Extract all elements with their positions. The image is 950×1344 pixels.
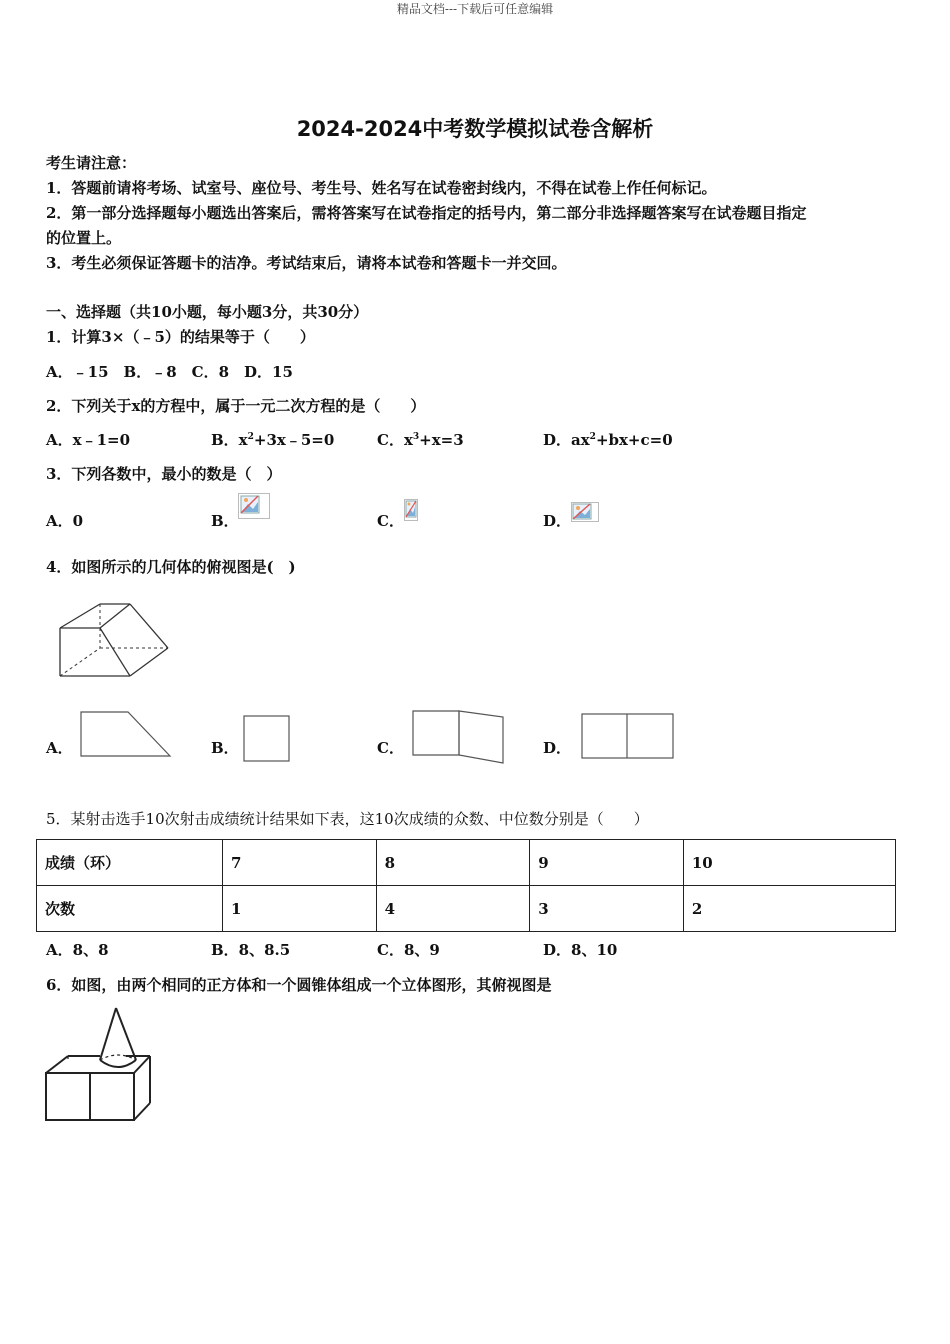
table-row [37, 886, 896, 932]
q1-stem: 1．计算3×（﹣5）的结果等于（ ） [46, 328, 315, 346]
table-cell: 7 [223, 840, 377, 886]
q5-option-d: D．8、10 [543, 941, 618, 959]
notice-item-2: 2．第一部分选择题每小题选出答案后，需将答案写在试卷指定的括号内，第二部分非选择题答案写在试卷题目指定 [46, 204, 807, 222]
q3-option-c: C． [377, 512, 404, 530]
q4-option-a: A． [46, 739, 73, 757]
section-heading: 一、选择题（共10小题，每小题3分，共30分） [46, 303, 369, 321]
q2-option-d: D．$ax^2+bx+c=0$ [543, 431, 673, 449]
q5-option-a: A．8、8 [46, 941, 109, 959]
q6-stem: 6．如图，由两个相同的正方体和一个圆锥体组成一个立体图形，其俯视图是 [46, 976, 552, 994]
table-cell: 2 [683, 886, 895, 932]
broken-image-icon [571, 502, 599, 522]
q1-options: A．﹣15 B．﹣8 C．8 D．15 [46, 363, 293, 381]
q2-stem: 2．下列关于x的方程中，属于一元二次方程的是（ ） [46, 397, 426, 415]
broken-image-icon [238, 493, 270, 519]
broken-image-icon [404, 499, 418, 521]
q5-option-c: C．8、9 [377, 941, 440, 959]
table-row [37, 840, 896, 886]
score-table [36, 839, 896, 932]
q4-option-b-figure [243, 715, 291, 763]
q3-stem: 3．下列各数中，最小的数是（ ） [46, 465, 282, 483]
notice-item-3: 3．考生必须保证答题卡的洁净。考试结束后，请将本试卷和答题卡一并交回。 [46, 254, 567, 272]
page-title: 2024-2024中考数学模拟试卷含解析 [296, 117, 654, 141]
q4-option-b: B． [211, 739, 239, 757]
notice-item-1: 1．答题前请将考场、试室号、座位号、考生号、姓名写在试卷密封线内，不得在试卷上作任何标记。 [46, 179, 717, 197]
q6-solid-figure [44, 1006, 156, 1124]
page-header: 精品文档---下载后可任意编辑 [396, 2, 554, 16]
notice-item-2-cont: 的位置上。 [46, 229, 122, 247]
q2-option-c: C．$x^3+x=3$ [377, 431, 464, 449]
q4-option-a-figure [80, 711, 172, 757]
table-cell: 3 [530, 886, 684, 932]
notice-heading: 考生请注意： [46, 154, 137, 172]
q3-option-d: D． [543, 512, 572, 530]
q4-option-c-figure [411, 707, 507, 767]
q4-option-d: D． [543, 739, 572, 757]
q4-solid-figure [54, 600, 174, 680]
table-cell: 10 [683, 840, 895, 886]
table-cell: 4 [376, 886, 530, 932]
table-cell: 8 [376, 840, 530, 886]
q4-option-d-figure [580, 712, 676, 762]
q2-option-a: A．x﹣1=0 [46, 431, 131, 449]
table-cell: 1 [223, 886, 377, 932]
q5-option-b: B．8、8.5 [211, 941, 291, 959]
table-cell: 9 [530, 840, 684, 886]
q4-stem: 4．如图所示的几何体的俯视图是( ) [46, 558, 296, 576]
table-cell: 成绩（环） [37, 840, 223, 886]
q4-option-c: C． [377, 739, 404, 757]
q3-option-b: B． [211, 512, 239, 530]
q2-option-b: B．$x^2+3x﹣5=0$ [211, 431, 335, 449]
q5-stem: 5．某射击选手10次射击成绩统计结果如下表，这10次成绩的众数、中位数分别是（ ） [46, 810, 649, 828]
table-cell: 次数 [37, 886, 223, 932]
q3-option-a: A．0 [46, 512, 84, 530]
